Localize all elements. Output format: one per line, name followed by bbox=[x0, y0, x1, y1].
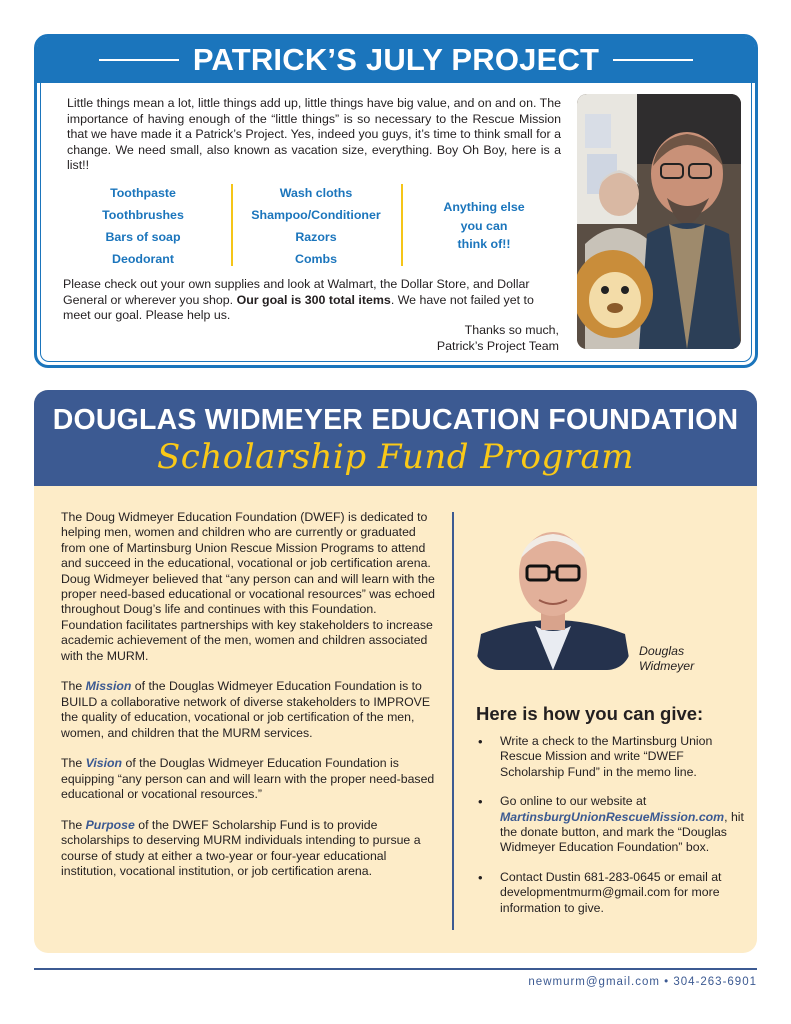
text-part: The bbox=[61, 756, 86, 771]
list-divider bbox=[231, 184, 233, 266]
patrick-project-section bbox=[34, 34, 758, 368]
give-list bbox=[476, 734, 746, 930]
goal-text: Our goal is 300 total items bbox=[236, 292, 391, 307]
photo-caption bbox=[639, 644, 694, 675]
supply-item: you can bbox=[460, 218, 508, 233]
dwef-title: DOUGLAS WIDMEYER EDUCATION FOUNDATION bbox=[52, 404, 739, 436]
dwef-paragraph: The Doug Widmeyer Education Foundation (DWEF) is dedicated to helping men, women and children who are currently or graduated from one of Martinsburg Union Rescue Mission Programs to attend and succeed in the educational, vocational or job certification arena. Doug Widmeyer believed that “any person can and will learn with the proper need-based educational or vocational resources” was echoed throughout Doug’s life and continues with this Foundation. Foundation facilitates partnerships with key stakeholders to increase academic achievement of the men, women and children associated with the MURM. bbox=[61, 510, 435, 663]
mission-keyword: Mission bbox=[85, 679, 132, 694]
text-part: The bbox=[61, 818, 86, 833]
give-heading: Here is how you can give: bbox=[476, 703, 704, 724]
douglas-widmeyer-photo bbox=[475, 514, 631, 670]
patrick-signoff bbox=[337, 323, 559, 354]
dwef-purpose-paragraph bbox=[61, 818, 435, 880]
signoff-team: Patrick’s Project Team bbox=[436, 338, 559, 353]
supply-item: Deodorant bbox=[112, 252, 174, 266]
text-part: , hit the donate button, and mark the “Douglas Widmeyer Education Foundation” box. bbox=[500, 809, 744, 855]
supply-item: Toothbrushes bbox=[102, 208, 184, 222]
list-divider bbox=[401, 184, 403, 266]
dwef-vision-paragraph bbox=[61, 756, 435, 802]
give-item: • Write a check to the Martinsburg Union Rescue Mission and write “DWEF Scholarship Fund” in the memo line. bbox=[476, 734, 746, 780]
caption-line: Widmeyer bbox=[639, 659, 695, 674]
dwef-subtitle: Scholarship Fund Program bbox=[157, 437, 634, 477]
supply-item: think of!! bbox=[457, 237, 511, 251]
patrick-project-header bbox=[37, 37, 755, 83]
supplies-column-3 bbox=[429, 198, 539, 254]
purpose-keyword: Purpose bbox=[85, 818, 135, 833]
website-link[interactable]: MartinsburgUnionRescueMission.com bbox=[500, 809, 725, 824]
text-part: of the Douglas Widmeyer Education Foundation is equipping “any person can and will learn with the proper need-based educational or vocational resources.” bbox=[61, 756, 435, 802]
dwef-body bbox=[61, 510, 435, 895]
text-part: Go online to our website at bbox=[500, 794, 647, 809]
footer-contact: newmurm@gmail.com • 304-263-6901 bbox=[528, 976, 757, 988]
vision-keyword: Vision bbox=[85, 756, 123, 771]
text-part: of the DWEF Scholarship Fund is to provide scholarships to deserving MURM individuals intending to pursue a course of study at either a two-year or four-year educational institution, vocational institution, or job certification arena. bbox=[61, 818, 421, 879]
portrait-illustration bbox=[475, 514, 631, 670]
column-divider bbox=[452, 512, 454, 930]
closing-text-part: Please check out your own supplies and look at Walmart, the Dollar Store, and Dollar General or wherever you shop. bbox=[63, 277, 530, 307]
supplies-column-1 bbox=[93, 182, 193, 270]
supply-item: Wash cloths bbox=[279, 186, 353, 200]
supply-item: Razors bbox=[295, 230, 337, 244]
caption-line: Douglas bbox=[639, 644, 685, 658]
photo-illustration bbox=[577, 94, 741, 349]
supply-item: Shampoo/Conditioner bbox=[251, 208, 381, 222]
closing-text-part: . We have not failed yet to meet our goal. Please help us. bbox=[63, 292, 534, 323]
patrick-closing-text bbox=[63, 277, 561, 324]
supply-item: Bars of soap bbox=[105, 230, 181, 244]
header-rule-left bbox=[99, 59, 179, 61]
text-part: of the Douglas Widmeyer Education Foundation is to BUILD a collaborative network of diverse stakeholders to IMPROVE the quality of education, vocational or job certification of the men, women, and children that the MURM services. bbox=[61, 679, 431, 740]
supplies-list bbox=[67, 182, 561, 268]
supplies-column-2 bbox=[241, 182, 391, 270]
supply-item: Combs bbox=[295, 252, 337, 266]
give-item bbox=[476, 794, 746, 856]
patrick-project-title: PATRICK’S JULY PROJECT bbox=[192, 42, 600, 77]
dwef-mission-paragraph bbox=[61, 679, 435, 741]
patrick-intro-text: Little things mean a lot, little things add up, little things have big value, and on and on. The importance of having enough of the “little things” is so necessary to the Rescue Mission that we have made it a Patrick’s Project. Yes, indeed you guys, it’s time to think small for a change. We need small, also known as vacation size, everything. Boy Oh Boy, here is a list!! bbox=[67, 96, 561, 173]
supply-item: Toothpaste bbox=[110, 186, 176, 200]
header-rule-right bbox=[613, 59, 693, 61]
patrick-project-photo bbox=[577, 94, 741, 349]
dwef-section bbox=[34, 390, 757, 953]
footer-rule bbox=[34, 968, 757, 970]
text-part: The bbox=[61, 679, 86, 694]
give-item: • Contact Dustin 681-283-0645 or email at developmentmurm@gmail.com for more information to give. bbox=[476, 870, 746, 916]
supply-item: Anything else bbox=[443, 200, 525, 214]
dwef-header bbox=[34, 390, 757, 486]
signoff-line: Thanks so much, bbox=[464, 323, 559, 337]
